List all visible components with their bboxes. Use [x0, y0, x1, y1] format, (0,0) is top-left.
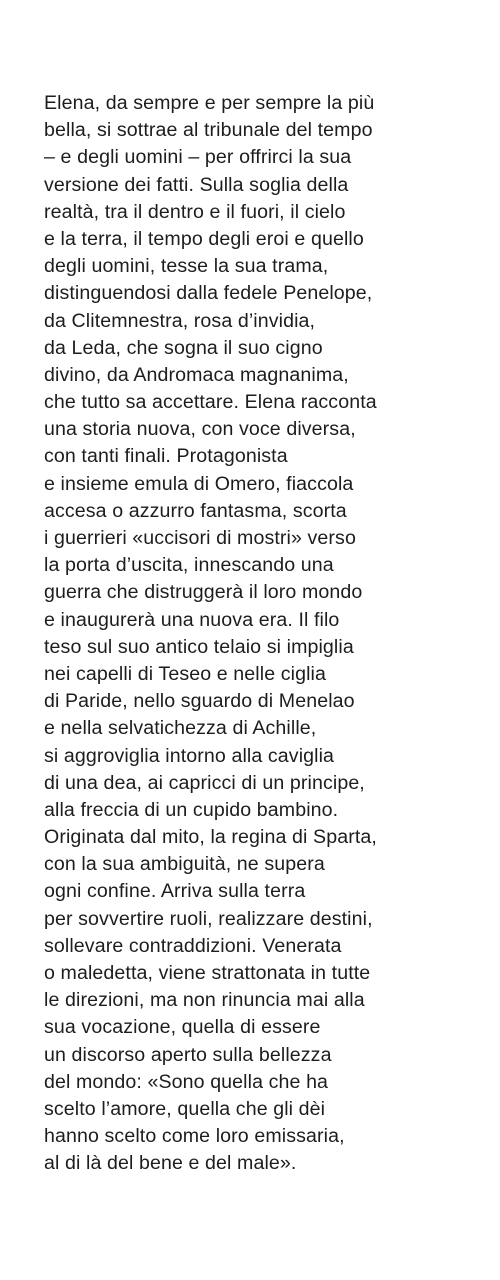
text-line: di Paride, nello sguardo di Menelao	[44, 690, 355, 713]
text-line: Originata dal mito, la regina di Sparta,	[44, 826, 377, 849]
text-line: da Clitemnestra, rosa d’invidia,	[44, 309, 316, 332]
text-line: sollevare contraddizioni. Venerata	[44, 934, 342, 957]
text-line: accesa o azzurro fantasma, scorta	[44, 499, 347, 522]
text-line: da Leda, che sogna il suo cigno	[44, 336, 323, 359]
text-line: distinguendosi dalla fedele Penelope,	[44, 282, 373, 305]
text-line: degli uomini, tesse la sua trama,	[44, 255, 329, 278]
text-line: – e degli uomini – per offrirci la sua	[44, 146, 352, 169]
text-line: e nella selvatichezza di Achille,	[44, 717, 317, 740]
text-line: divino, da Andromaca magnanima,	[44, 363, 349, 386]
text-line: bella, si sottrae al tribunale del tempo	[44, 119, 373, 142]
synopsis-text-block	[44, 90, 484, 1178]
text-line: alla freccia di un cupido bambino.	[44, 798, 339, 821]
text-line: scelto l’amore, quella che gli dèi	[44, 1097, 326, 1120]
text-line: Elena, da sempre e per sempre la più	[44, 92, 375, 114]
text-line: ogni confine. Arriva sulla terra	[44, 880, 306, 903]
text-line: versione dei fatti. Sulla soglia della	[44, 173, 349, 196]
text-line: con tanti finali. Protagonista	[44, 445, 288, 468]
text-line: realtà, tra il dentro e il fuori, il cielo	[44, 200, 346, 223]
text-line: di una dea, ai capricci di un principe,	[44, 771, 365, 794]
text-line: hanno scelto come loro emissaria,	[44, 1125, 345, 1148]
text-line: e la terra, il tempo degli eroi e quello	[44, 227, 364, 250]
text-line: la porta d’uscita, innescando una	[44, 554, 334, 577]
text-line: con la sua ambiguità, ne supera	[44, 853, 325, 876]
text-line: o maledetta, viene strattonata in tutte	[44, 962, 371, 984]
text-line: si aggroviglia intorno alla caviglia	[44, 744, 335, 767]
text-line: nei capelli di Teseo e nelle ciglia	[44, 662, 326, 685]
text-line: un discorso aperto sulla bellezza	[44, 1043, 332, 1066]
text-line: e inaugurerà una nuova era. Il filo	[44, 608, 340, 631]
text-line: e insieme emula di Omero, fiaccola	[44, 472, 354, 495]
text-line: una storia nuova, con voce diversa,	[44, 418, 356, 441]
text-line: teso sul suo antico telaio si impiglia	[44, 635, 354, 658]
text-line: guerra che distruggerà il loro mondo	[44, 581, 363, 604]
text-line: i guerrieri «uccisori di mostri» verso	[44, 527, 356, 549]
text-line: per sovvertire ruoli, realizzare destini,	[44, 907, 373, 930]
text-line: sua vocazione, quella di essere	[44, 1016, 321, 1039]
text-line: al di là del bene e del male».	[44, 1152, 297, 1175]
text-line: che tutto sa accettare. Elena racconta	[44, 391, 377, 414]
text-line: le direzioni, ma non rinuncia mai alla	[44, 989, 365, 1012]
text-line: del mondo: «Sono quella che ha	[44, 1070, 329, 1093]
